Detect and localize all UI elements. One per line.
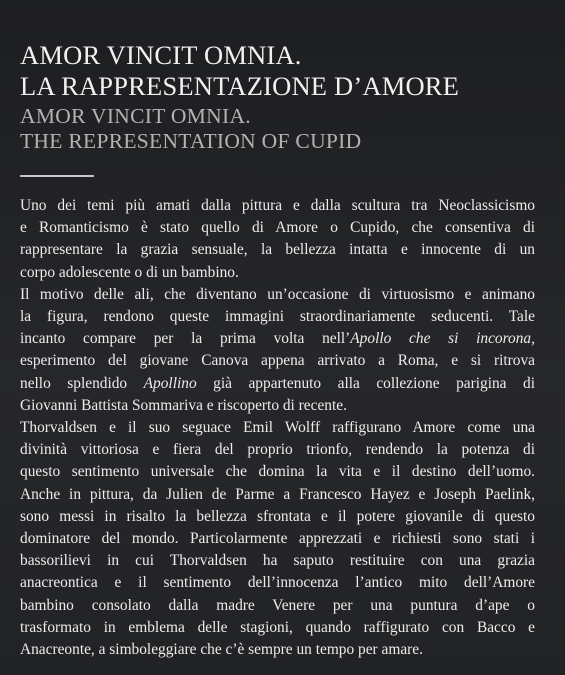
body-line: esperimento del giovane Canova appena arrivato a Roma, e si ritrova <box>20 352 535 370</box>
title-english <box>20 104 361 154</box>
title-english-line-2: THE REPRESENTATION OF CUPID <box>20 129 362 153</box>
body-line: Il motivo delle ali, che diventano un’occasione di virtuosismo e animano <box>20 285 535 303</box>
body-text-run: già appartenuto alla collezione parigina di <box>196 374 535 392</box>
artwork-title-apollino: Apollino <box>143 374 197 392</box>
body-line: dominatore del mondo. Particolarmente apprezzati e richiesti sono stati i <box>20 530 535 548</box>
body-line: questo sentimento universale che domina la vita e il destino dell’uomo. <box>20 463 535 481</box>
body-text-run: , <box>531 330 535 348</box>
body-line: Uno dei temi più amati dalla pittura e dalla scultura tra Neoclassicismo <box>20 197 535 214</box>
body-line: Anacreonte, a simboleggiare che c’è sempre un tempo per amare. <box>20 641 423 659</box>
body-line: bambino consolato dalla madre Venere per una puntura d’ape o <box>20 596 535 614</box>
body-line: Giovanni Battista Sommariva e riscoperto di recente. <box>20 396 347 414</box>
body-line: divinità vittoriosa e fiera del proprio trionfo, rendendo la potenza di <box>20 441 535 459</box>
body-text-run: nello splendido <box>20 374 144 392</box>
body-text-run: incanto compare per la prima volta nell’ <box>20 330 351 348</box>
body-paragraph <box>20 195 535 661</box>
divider-rule <box>20 175 94 177</box>
body-line: la figura, rendono queste immagini straordinariamente seducenti. Tale <box>20 308 535 326</box>
body-line: bassorilievi in cui Thorvaldsen ha saputo restituire con una grazia <box>20 552 535 570</box>
body-line <box>20 328 535 350</box>
body-line: trasformato in emblema delle stagioni, quando raffigurato con Bacco e <box>20 618 535 636</box>
title-italian <box>20 40 459 102</box>
artwork-title-apollo: Apollo che si incorona <box>350 330 532 348</box>
body-line: Thorvaldsen e il suo seguace Emil Wolff raffigurano Amore come una <box>20 419 535 437</box>
body-line: rappresentare la grazia sensuale, la bellezza intatta e innocente di un <box>20 241 535 259</box>
title-italian-line-2: LA RAPPRESENTAZIONE D’AMORE <box>20 71 460 101</box>
body-line: sono messi in risalto la bellezza sfrontata e il potere giovanile di questo <box>20 507 535 525</box>
body-line: anacreontica e il sentimento dell’innocenza l’antico mito dell’Amore <box>20 574 535 592</box>
body-line: e Romanticismo è stato quello di Amore o Cupido, che consentiva di <box>20 219 535 237</box>
body-line <box>20 373 535 395</box>
body-line: corpo adolescente o di un bambino. <box>20 263 239 281</box>
title-english-line-1: AMOR VINCIT OMNIA. <box>20 104 251 128</box>
title-italian-line-1: AMOR VINCIT OMNIA. <box>20 40 302 70</box>
body-line: Anche in pittura, da Julien de Parme a Francesco Hayez e Joseph Paelink, <box>20 485 535 503</box>
